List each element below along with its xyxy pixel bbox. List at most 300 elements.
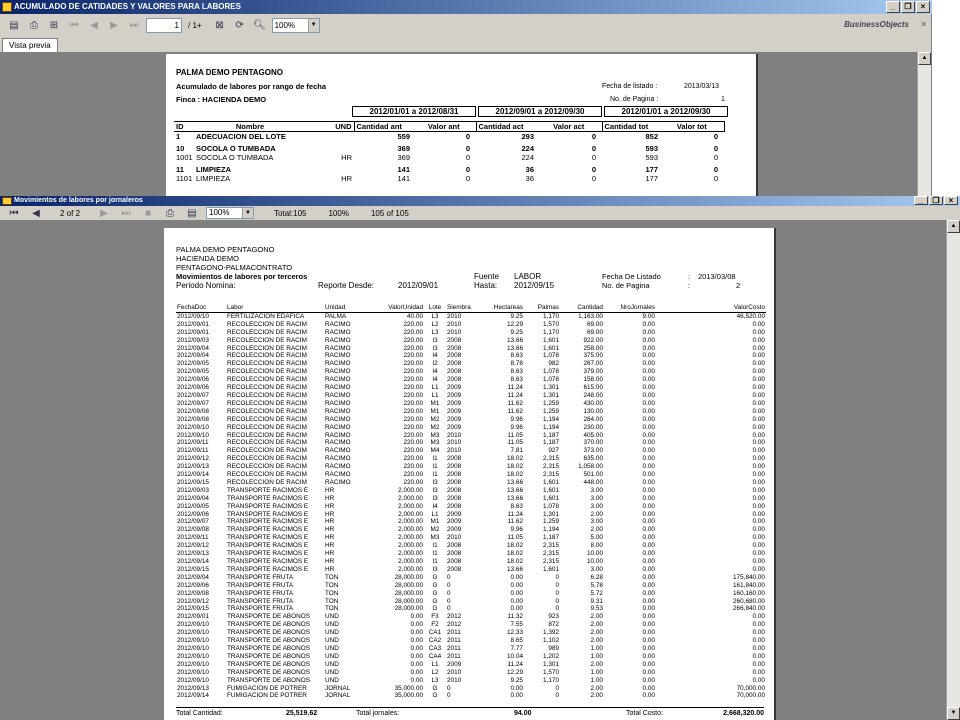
- cell-fechadoc: 2012/09/08: [177, 589, 209, 597]
- export-icon[interactable]: ▤: [187, 207, 197, 219]
- cell-palmas: 1,187: [543, 534, 559, 542]
- cell-valorunidad: 0.00: [410, 660, 423, 668]
- col-valorunidad: ValorUnidad: [368, 304, 424, 312]
- cell-cantidad: 3.00: [590, 486, 603, 494]
- print-icon[interactable]: ⎙: [166, 207, 175, 219]
- cell-hectareas: 8.63: [510, 368, 523, 376]
- cell-nrojornales: 0.00: [642, 676, 655, 684]
- cell-nrojornales: 0.00: [642, 565, 655, 573]
- cell-siembra: 2008: [447, 336, 462, 344]
- cell-palmas: 1,601: [543, 486, 559, 494]
- cell-hectareas: 8.65: [510, 637, 523, 645]
- cell-valorcosto: 0.00: [752, 652, 765, 660]
- cell-labor: TRANSPORTE RACIMOS E: [227, 486, 309, 494]
- cell-siembra: 2011: [447, 644, 461, 652]
- table-row: [176, 511, 766, 519]
- cell-valorunidad: 0.00: [410, 668, 423, 676]
- cell-fechadoc: 2012/09/11: [177, 447, 209, 455]
- cell-fechadoc: 2012/09/05: [177, 368, 209, 376]
- cell-cantidad: 2.00: [590, 684, 603, 692]
- cell-unidad: RACIMO: [325, 399, 351, 407]
- cell-cantidad: 3.00: [590, 494, 603, 502]
- cell-fechadoc: 2012/09/10: [177, 637, 209, 645]
- cell-id: 1001: [176, 153, 193, 162]
- cell-fechadoc: 2012/09/10: [177, 644, 209, 652]
- cell-fechadoc: 2012/09/04: [177, 494, 209, 502]
- cell-hectareas: 9.25: [510, 312, 523, 320]
- cell-value: 0: [591, 144, 596, 153]
- cell-unidad: UND: [325, 613, 339, 621]
- cell-siembra: 2008: [447, 376, 462, 384]
- cell-labor: RECOLECCION DE RACIM: [227, 344, 307, 352]
- cell-siembra: 2008: [447, 455, 462, 463]
- cell-siembra: 2008: [447, 565, 462, 573]
- fecha-listado-value: 2013/03/13: [684, 83, 720, 90]
- cell-lote: I4: [432, 368, 438, 376]
- cell-nrojornales: 0.00: [642, 621, 655, 629]
- cell-fechadoc: 2012/09/14: [177, 692, 209, 700]
- cell-nrojornales: 0.00: [642, 352, 655, 360]
- cell-fechadoc: 2012/09/15: [177, 605, 209, 613]
- tree-icon[interactable]: ⊞: [49, 19, 59, 31]
- close-button[interactable]: ×: [916, 1, 930, 13]
- cell-valorunidad: 220.00: [403, 336, 423, 344]
- cell-siembra: 2009: [447, 391, 462, 399]
- cell-unidad: PALMA: [325, 312, 347, 320]
- total-jornales-label: Total jornales:: [356, 710, 400, 717]
- cell-palmas: 1,187: [543, 431, 559, 439]
- cell-unidad: JORNAL: [325, 692, 351, 700]
- minimize-button-2[interactable]: _: [914, 196, 928, 205]
- cell-valorunidad: 220.00: [403, 384, 423, 392]
- cell-unidad: RACIMO: [325, 360, 351, 368]
- table-row: [176, 384, 766, 392]
- cell-lote: L3: [431, 328, 439, 336]
- first-page-icon[interactable]: ⏮: [9, 207, 19, 219]
- movimientos-table: [176, 304, 766, 700]
- chevron-down-icon[interactable]: ▼: [308, 19, 319, 32]
- cell-valorunidad: 2,000.00: [398, 526, 423, 534]
- vertical-scrollbar[interactable]: [917, 52, 931, 196]
- total-jornales-value: 94.00: [514, 710, 532, 717]
- report-page-2: [164, 228, 776, 720]
- report-page: [166, 54, 758, 214]
- cell-nrojornales: 0.00: [642, 526, 655, 534]
- table-row: [176, 345, 766, 353]
- cell-nrojornales: 0.00: [642, 597, 655, 605]
- page-total: / 1+: [188, 20, 202, 30]
- col-valorcosto: ValorCosto: [656, 304, 766, 312]
- table-row: [176, 598, 766, 606]
- report-title: Acumulado de labores por rango de fecha: [176, 82, 327, 91]
- stop-icon[interactable]: ■: [144, 207, 152, 219]
- cell-cantidad: 69.00: [587, 328, 603, 336]
- cell-cantidad: 373.00: [583, 447, 603, 455]
- cell-cantidad: 448.00: [583, 478, 603, 486]
- table-row: [176, 352, 766, 360]
- restore-button-2[interactable]: ❐: [929, 196, 943, 205]
- table-row: [176, 471, 766, 479]
- cell-labor: TRANSPORTE FRUTA: [227, 581, 294, 589]
- cell-lote: M3: [430, 439, 440, 447]
- cell-valorunidad: 220.00: [403, 320, 423, 328]
- cell-palmas: 1,259: [543, 407, 559, 415]
- cell-value: 0: [591, 174, 596, 183]
- colon-1: :: [688, 272, 691, 281]
- cell-fechadoc: 2012/09/08: [177, 415, 209, 423]
- table-row: [176, 645, 766, 653]
- cell-labor: TRANSPORTE DE ABONOS: [227, 629, 310, 637]
- cell-unidad: RACIMO: [325, 368, 351, 376]
- title-bar-2[interactable]: [0, 196, 960, 206]
- print-icon[interactable]: ⎙: [30, 19, 38, 31]
- cell-siembra: 2009: [447, 407, 462, 415]
- cell-palmas: 1,570: [543, 668, 559, 676]
- vertical-scrollbar-2[interactable]: [946, 220, 960, 720]
- cell-value: 36: [525, 174, 534, 183]
- cell-lote: L1: [431, 391, 439, 399]
- cell-palmas: 1,259: [543, 518, 559, 526]
- cell-lote: I4: [432, 352, 438, 360]
- cell-valorcosto: 0.00: [752, 613, 765, 621]
- cell-palmas: 1,301: [543, 660, 559, 668]
- scroll-up-button-2[interactable]: ▲: [947, 220, 960, 233]
- records-loaded: 105 of 105: [370, 208, 409, 218]
- cell-palmas: 0: [555, 605, 559, 613]
- cell-nrojornales: 0.00: [642, 637, 655, 645]
- page-input[interactable]: 1: [146, 18, 182, 33]
- cell-unidad: RACIMO: [325, 431, 351, 439]
- cell-labor: TRANSPORTE RACIMOS E: [227, 526, 309, 534]
- cell-hectareas: 12.29: [507, 320, 523, 328]
- cell-valorunidad: 220.00: [403, 439, 423, 447]
- cell-lote: CA1: [428, 629, 442, 637]
- cell-value: 141: [397, 174, 410, 183]
- cell-labor: TRANSPORTE RACIMOS E: [227, 542, 309, 550]
- range-act: 2012/09/01 a 2012/09/30: [478, 106, 602, 117]
- cell-lote: L1: [431, 660, 439, 668]
- table-row: [176, 439, 766, 447]
- cell-value: 593: [645, 144, 658, 153]
- table-row: [176, 653, 766, 661]
- cell-unidad: TON: [325, 589, 339, 597]
- cell-siembra: 0: [447, 684, 451, 692]
- cell-valorcosto: 0.00: [752, 391, 765, 399]
- cell-palmas: 1,301: [543, 510, 559, 518]
- cell-valorunidad: 220.00: [403, 344, 423, 352]
- cell-labor: FUMIGACION DE POTRER: [227, 684, 307, 692]
- table-header-row-2: [176, 304, 766, 312]
- cell-value: 177: [645, 174, 658, 183]
- tab-vista-previa[interactable]: Vista previa: [2, 38, 58, 52]
- cell-value: 224: [521, 144, 534, 153]
- cell-nrojornales: 0.00: [642, 455, 655, 463]
- cell-valorunidad: 28,000.00: [394, 581, 423, 589]
- cell-siembra: 2008: [447, 558, 462, 565]
- preview-viewport-2[interactable]: [0, 220, 946, 720]
- cell-nrojornales: 0.00: [642, 581, 655, 589]
- cell-cantidad: 248.00: [583, 391, 603, 399]
- cell-lote: M3: [430, 534, 440, 542]
- cell-hectareas: 8.78: [510, 360, 523, 368]
- next-page-icon[interactable]: ▶: [110, 19, 118, 31]
- cell-cantidad: 1.00: [590, 668, 603, 676]
- zoom-select[interactable]: [272, 18, 320, 33]
- cell-nrojornales: 0.00: [642, 692, 655, 700]
- cell-unidad: HR: [325, 494, 335, 502]
- col-cant-act: Cantidad act: [478, 122, 524, 131]
- cell-palmas: 1,202: [543, 652, 559, 660]
- cell-valorcosto: 0.00: [752, 660, 765, 668]
- cell-value: 293: [521, 132, 534, 141]
- cell-siembra: 0: [447, 573, 451, 581]
- cell-valorunidad: 0.00: [410, 637, 423, 645]
- cell-labor: TRANSPORTE DE ABONOS: [227, 668, 310, 676]
- cell-valorcosto: 175,840.00: [733, 573, 765, 581]
- cell-labor: TRANSPORTE RACIMOS E: [227, 494, 309, 502]
- cell-cantidad: 9.31: [590, 597, 603, 605]
- zoom-select-2[interactable]: [206, 207, 254, 219]
- cell-labor: TRANSPORTE RACIMOS E: [227, 510, 309, 518]
- cell-cantidad: 370.00: [583, 439, 603, 447]
- app-icon-2: [2, 197, 12, 205]
- close-view-icon[interactable]: ⊠: [215, 19, 224, 31]
- cell-labor: RECOLECCION DE RACIM: [227, 328, 307, 336]
- pagina-value-2: 2: [736, 281, 741, 290]
- cell-nrojornales: 0.00: [642, 486, 655, 494]
- next-page-icon[interactable]: ▶: [100, 207, 108, 219]
- cell-siembra: 2010: [447, 676, 462, 684]
- cell-palmas: 1,601: [543, 494, 559, 502]
- cell-labor: TRANSPORTE DE ABONOS: [227, 644, 310, 652]
- table-row: [174, 174, 724, 183]
- cell-hectareas: 9.96: [510, 526, 523, 534]
- col-fechadoc: FechaDoc: [176, 304, 226, 312]
- cell-nrojornales: 0.00: [642, 391, 655, 399]
- last-page-icon[interactable]: ⏭: [121, 207, 131, 219]
- table-row: [176, 360, 766, 368]
- app-icon: [2, 2, 12, 12]
- cell-hectareas: 18.02: [507, 550, 523, 558]
- prev-page-icon[interactable]: ◀: [90, 19, 98, 31]
- cell-value: 0: [591, 132, 596, 141]
- cell-siembra: 0: [447, 692, 451, 700]
- cell-nrojornales: 0.00: [642, 652, 655, 660]
- chevron-down-icon[interactable]: ▼: [242, 208, 253, 218]
- cell-labor: TRANSPORTE DE ABONOS: [227, 637, 310, 645]
- cell-siembra: 2009: [447, 526, 462, 534]
- cell-valorcosto: 0.00: [752, 431, 765, 439]
- cell-siembra: 2010: [447, 668, 462, 676]
- cell-fechadoc: 2012/09/10: [177, 423, 209, 431]
- cell-fechadoc: 2012/09/12: [177, 455, 209, 463]
- table-row: [174, 143, 724, 154]
- cell-labor: RECOLECCION DE RACIM: [227, 431, 307, 439]
- cell-cantidad: 501.00: [583, 471, 603, 479]
- cell-valorunidad: 220.00: [403, 391, 423, 399]
- cell-palmas: 0: [555, 573, 559, 581]
- cell-lote: L2: [431, 668, 439, 676]
- cell-valorunidad: 220.00: [403, 423, 423, 431]
- cell-unidad: RACIMO: [325, 376, 351, 384]
- cell-hectareas: 18.02: [507, 558, 523, 565]
- cell-lote: F2: [431, 621, 439, 629]
- cell-unidad: RACIMO: [325, 320, 351, 328]
- cell-cantidad: 69.00: [587, 320, 603, 328]
- cell-valorcosto: 70,000.00: [736, 684, 765, 692]
- acumulado-body: [174, 132, 724, 184]
- cell-fechadoc: 2012/09/10: [177, 629, 209, 637]
- cell-nrojornales: 0.00: [642, 328, 655, 336]
- refresh-icon[interactable]: ⟳: [235, 19, 244, 31]
- cell-valorunidad: 2,000.00: [398, 486, 423, 494]
- close-button-2[interactable]: ×: [944, 196, 958, 205]
- cell-unidad: UND: [325, 668, 339, 676]
- cell-labor: RECOLECCION DE RACIM: [227, 423, 307, 431]
- cell-labor: TRANSPORTE FRUTA: [227, 605, 294, 613]
- cell-labor: RECOLECCION DE RACIM: [227, 415, 307, 423]
- cell-hectareas: 13.66: [507, 478, 523, 486]
- cell-cantidad: 5.78: [590, 581, 603, 589]
- finca-label: Finca : HACIENDA DEMO: [176, 95, 267, 104]
- cell-value: 0: [465, 165, 470, 174]
- cell-nrojornales: 0.00: [642, 399, 655, 407]
- table-row: [176, 621, 766, 629]
- cell-valorunidad: 220.00: [403, 360, 423, 368]
- cell-labor: RECOLECCION DE RACIM: [227, 376, 307, 384]
- export-icon[interactable]: ▤: [9, 19, 19, 31]
- cell-fechadoc: 2012/09/15: [177, 565, 209, 573]
- table-row: [176, 590, 766, 598]
- cell-hectareas: 13.66: [507, 486, 523, 494]
- table-row: [176, 400, 766, 408]
- cell-unidad: RACIMO: [325, 384, 351, 392]
- cell-valorunidad: 220.00: [403, 415, 423, 423]
- first-page-icon[interactable]: ⏮: [69, 19, 79, 31]
- cell-value: 0: [591, 153, 596, 162]
- pagina-value: 1: [721, 96, 725, 103]
- cell-hectareas: 11.62: [507, 518, 523, 526]
- cell-hectareas: 0.00: [510, 589, 523, 597]
- viewer-toolbar: [0, 14, 931, 36]
- cell-value: 0: [591, 165, 596, 174]
- hasta-value: 2012/09/15: [514, 281, 555, 290]
- cell-nrojornales: 0.00: [642, 431, 655, 439]
- cell-valorunidad: 0.00: [410, 629, 423, 637]
- col-cantidad: Cantidad: [560, 304, 604, 312]
- cell-hectareas: 7.55: [510, 621, 523, 629]
- cell-valorunidad: 220.00: [403, 463, 423, 471]
- cell-unidad: HR: [325, 518, 335, 526]
- cell-id: 1101: [176, 174, 193, 183]
- cell-hectareas: 11.62: [507, 399, 523, 407]
- cell-siembra: 2009: [447, 518, 462, 526]
- cell-valorunidad: 220.00: [403, 455, 423, 463]
- cell-unidad: HR: [325, 510, 335, 518]
- cell-lote: G: [432, 573, 438, 581]
- cell-nrojornales: 0.00: [642, 605, 655, 613]
- cell-hectareas: 0.00: [510, 597, 523, 605]
- minimize-button[interactable]: _: [886, 1, 900, 13]
- restore-button[interactable]: ❐: [901, 1, 915, 13]
- cell-cantidad: 2.00: [590, 621, 603, 629]
- cell-hectareas: 9.25: [510, 328, 523, 336]
- cell-palmas: 0: [555, 581, 559, 589]
- cell-valorcosto: 0.00: [752, 336, 765, 344]
- cell-fechadoc: 2012/09/08: [177, 407, 209, 415]
- cell-unidad: RACIMO: [325, 447, 351, 455]
- cell-unidad: RACIMO: [325, 423, 351, 431]
- desde-value: 2012/09/01: [398, 281, 439, 290]
- prev-page-icon[interactable]: ◀: [32, 207, 40, 219]
- table-row: [176, 582, 766, 590]
- cell-lote: M4: [430, 447, 440, 455]
- cell-labor: RECOLECCION DE RACIM: [227, 399, 307, 407]
- cell-palmas: 872: [548, 621, 559, 629]
- cell-labor: TRANSPORTE RACIMOS E: [227, 550, 309, 558]
- last-page-icon[interactable]: ⏭: [129, 19, 139, 31]
- cell-cantidad: 2.00: [590, 613, 603, 621]
- cell-valorcosto: 0.00: [752, 526, 765, 534]
- cell-unidad: RACIMO: [325, 471, 351, 479]
- close-icon[interactable]: ✕: [920, 20, 927, 29]
- scroll-down-button-2[interactable]: ▼: [947, 707, 960, 720]
- cell-valorcosto: 260,680.00: [733, 597, 765, 605]
- cell-hectareas: 0.00: [510, 605, 523, 613]
- total-costo-label: Total Costo:: [626, 710, 663, 717]
- cell-nrojornales: 0.00: [642, 502, 655, 510]
- table-row: [176, 479, 766, 487]
- table-row: [176, 376, 766, 384]
- cell-valorcosto: 0.00: [752, 384, 765, 392]
- cell-palmas: 1,078: [543, 376, 559, 384]
- cell-hectareas: 8.63: [510, 376, 523, 384]
- cell-valorunidad: 35,000.00: [394, 692, 423, 700]
- search-icon[interactable]: 🔍︎: [253, 19, 266, 31]
- cell-unidad: TON: [325, 605, 339, 613]
- table-row: [176, 312, 766, 320]
- cell-unidad: HR: [325, 550, 335, 558]
- report-window-movimientos: [0, 196, 960, 720]
- cell-siembra: 2010: [447, 534, 462, 542]
- cell-value: 0: [713, 153, 718, 162]
- scroll-up-button[interactable]: ▲: [918, 52, 931, 65]
- cell-labor: RECOLECCION DE RACIM: [227, 463, 307, 471]
- cell-cantidad: 3.00: [590, 518, 603, 526]
- table-row: [176, 368, 766, 376]
- col-id: ID: [176, 122, 184, 131]
- cell-siembra: 0: [447, 605, 451, 613]
- brand-logo: BusinessObjects: [844, 20, 909, 29]
- table-row: [176, 550, 766, 558]
- title-bar[interactable]: [0, 0, 932, 14]
- cell-hectareas: 7.77: [510, 644, 523, 652]
- table-row: [176, 321, 766, 329]
- cell-valorcosto: 0.00: [752, 423, 765, 431]
- cell-lote: I3: [432, 486, 438, 494]
- report-window-acumulado: [0, 0, 932, 196]
- cell-nrojornales: 0.00: [642, 668, 655, 676]
- cell-nrojornales: 0.00: [642, 478, 655, 486]
- fecha-listado-label: Fecha de listado :: [602, 83, 658, 90]
- totals-row: [176, 707, 764, 719]
- cell-valorcosto: 0.00: [752, 455, 765, 463]
- zoom-value: 100%: [274, 20, 296, 30]
- cell-id: 10: [176, 144, 185, 153]
- cell-labor: RECOLECCION DE RACIM: [227, 407, 307, 415]
- cell-fechadoc: 2012/09/06: [177, 384, 209, 392]
- cell-valorunidad: 220.00: [403, 352, 423, 360]
